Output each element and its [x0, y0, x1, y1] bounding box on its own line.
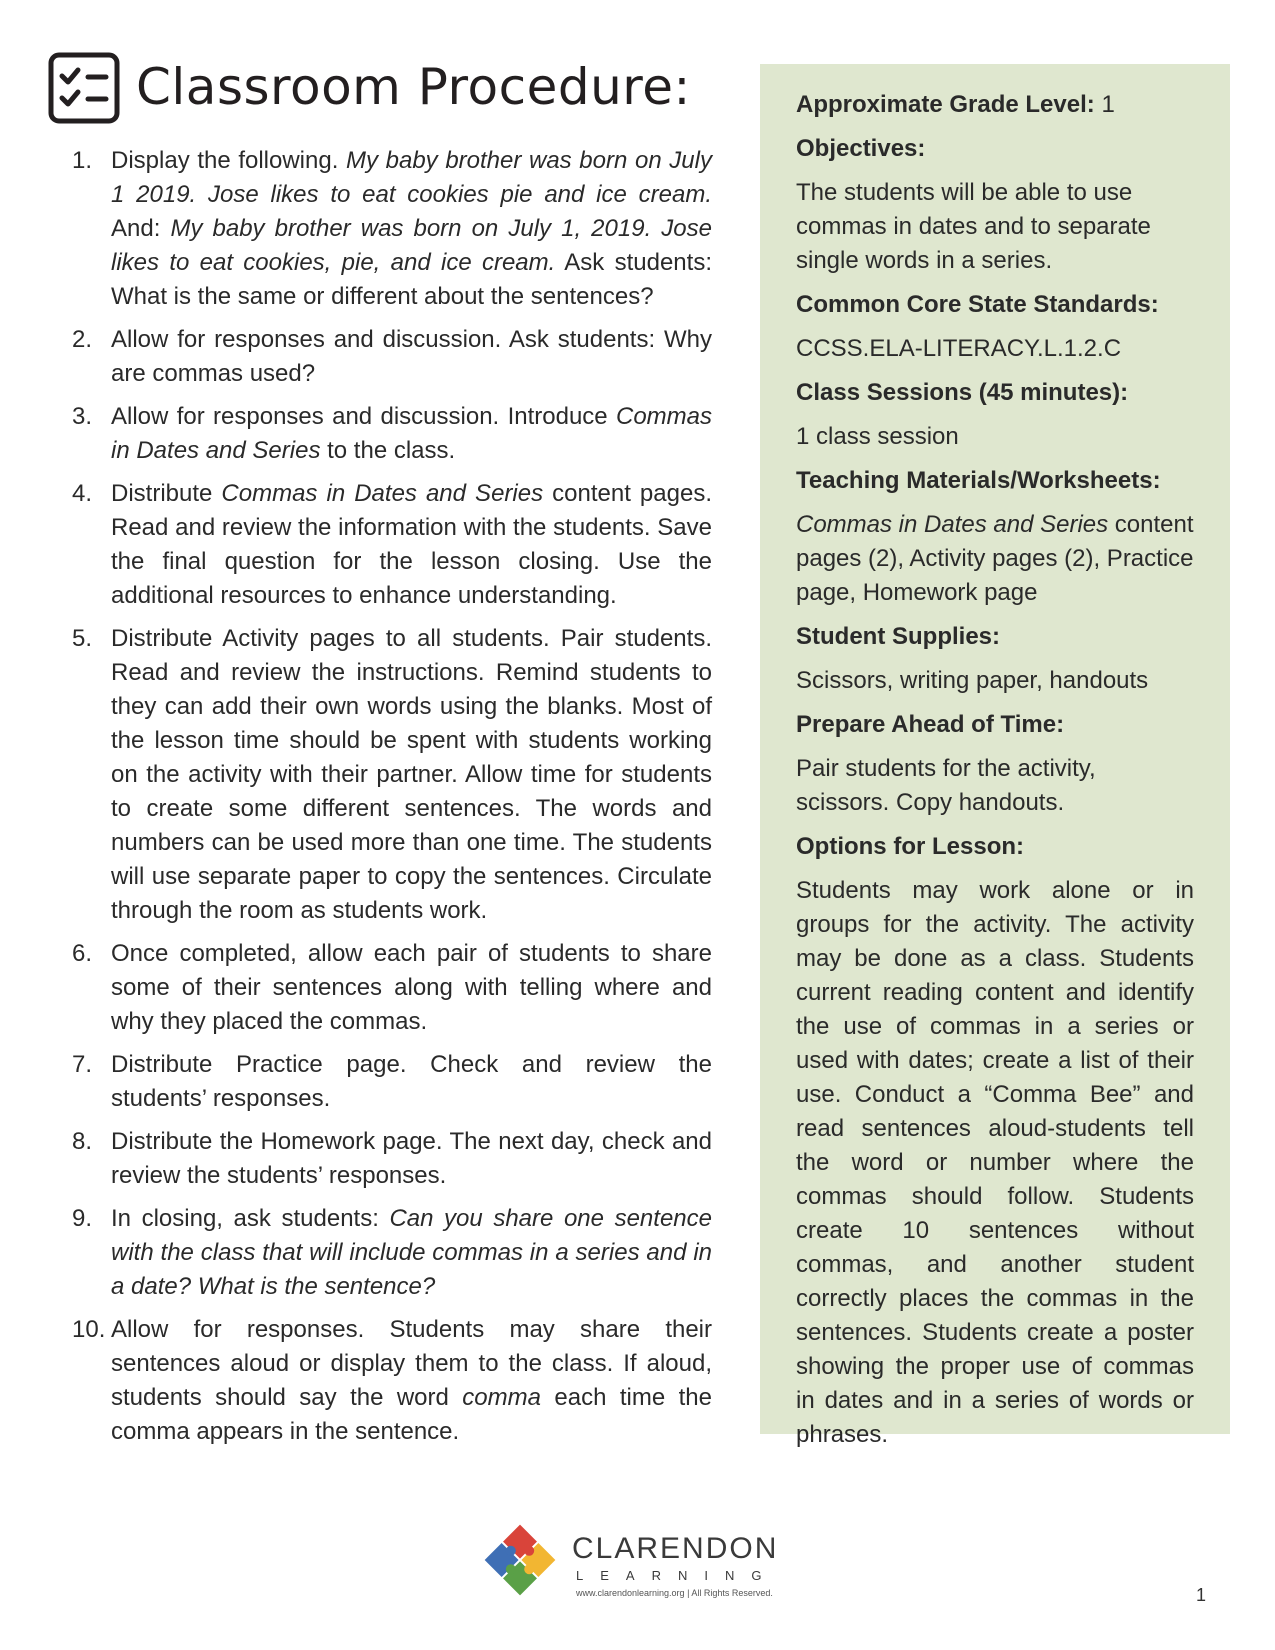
step-number: 5.	[72, 625, 93, 652]
step-number: 2.	[72, 326, 93, 353]
brand-name: CLARENDON	[572, 1532, 779, 1565]
materials-list: content pages (2), Activity pages (2), Practice page, Homework page	[796, 511, 1194, 606]
procedure-step	[72, 1125, 712, 1193]
step-text: Distribute	[111, 480, 222, 507]
step-number: 9.	[72, 1205, 93, 1232]
brand-subtitle: LEARNING	[576, 1568, 779, 1583]
grade-level-label: Approximate Grade Level:	[796, 91, 1095, 118]
step-text: Ask students: What is the same or different about the sentences?	[111, 249, 712, 310]
step-number: 6.	[72, 940, 93, 967]
step-text: Distribute the Homework page. The next day, check and review the students’ responses.	[111, 1128, 712, 1189]
step-text: Distribute Activity pages to all students. Pair students. Read and review the instructions. Remind students to they can add their own words using the blanks. Most of the lesson time should be spent with students working on the activity with their partner. Allow time for students to create some different sentences. The words and numbers can be used more than one time. The students will use separate paper to copy the sentences. Circulate through the room as students work.	[111, 625, 712, 924]
puzzle-logo-icon	[480, 1520, 560, 1600]
step-number: 10.	[72, 1316, 106, 1343]
standards-text: CCSS.ELA-LITERACY.L.1.2.C	[796, 335, 1122, 362]
footer-logo	[480, 1520, 800, 1600]
grade-level-value: 1	[1101, 91, 1115, 118]
lesson-info-sidebar	[760, 64, 1230, 1448]
step-number: 8.	[72, 1128, 93, 1155]
step-italic-text: comma	[462, 1384, 541, 1411]
supplies-label: Student Supplies:	[796, 623, 1000, 650]
step-text: Allow for responses and discussion. Ask students: Why are commas used?	[111, 326, 712, 387]
procedure-step	[72, 477, 712, 613]
step-italic-text: Can you share one sentence with the class that will include commas in a series and in a date? What is the sentence?	[111, 1205, 712, 1300]
title-row	[48, 52, 728, 132]
step-text: content pages. Read and review the information with the students. Save the final question for the lesson closing. Use the additional resources to enhance understanding.	[111, 480, 712, 609]
sessions-label: Class Sessions (45 minutes):	[796, 379, 1129, 406]
procedure-step	[72, 1313, 712, 1449]
page-number: 1	[1196, 1585, 1207, 1605]
step-number: 7.	[72, 1051, 93, 1078]
step-text: each time the comma appears in the sentence.	[111, 1384, 712, 1445]
supplies-text: Scissors, writing paper, handouts	[796, 667, 1149, 694]
procedure-step	[72, 323, 712, 391]
step-number: 1.	[72, 147, 93, 174]
materials-title: Commas in Dates and Series	[796, 511, 1109, 538]
sessions-text: 1 class session	[796, 423, 959, 450]
procedure-step	[72, 937, 712, 1039]
step-text: Allow for responses and discussion. Introduce	[111, 403, 616, 430]
step-text: And:	[111, 215, 171, 242]
step-italic-text: Commas in Dates and Series	[221, 480, 544, 507]
procedure-step	[72, 144, 712, 314]
options-text: Students may work alone or in groups for the activity. The activity may be done as a class. Students current reading content and identify the use of commas in a series or used with dates; create a list of their use. Conduct a “Comma Bee” and read sentences aloud-students tell the word or number where the commas should follow. Students create 10 sentences without commas, and another student correctly places the commas in the sentences. Students create a poster showing the proper use of commas in dates and in a series of words or phrases.	[796, 877, 1194, 1448]
grade-level-row	[796, 88, 1194, 122]
prepare-text: Pair students for the activity, scissors. Copy handouts.	[796, 755, 1096, 816]
objectives-text: The students will be able to use commas in dates and to separate single words in a series.	[796, 179, 1151, 274]
procedure-step	[72, 1048, 712, 1116]
step-text: Once completed, allow each pair of students to share some of their sentences along with telling where and why they placed the commas.	[111, 940, 712, 1035]
checklist-icon	[48, 52, 120, 124]
procedure-step	[72, 1202, 712, 1304]
step-number: 3.	[72, 403, 93, 430]
step-italic-text: My baby brother was born on July 1, 2019. Jose likes to eat cookies, pie, and ice cream.	[111, 215, 713, 276]
step-text: In closing, ask students:	[111, 1205, 390, 1232]
materials-text	[796, 508, 1194, 610]
step-text: Display the following.	[111, 147, 347, 174]
standards-label: Common Core State Standards:	[796, 291, 1159, 318]
step-text: Distribute Practice page. Check and review the students’ responses.	[111, 1051, 712, 1112]
options-label: Options for Lesson:	[796, 833, 1024, 860]
brand-url: www.clarendonlearning.org | All Rights Reserved.	[576, 1588, 773, 1598]
prepare-label: Prepare Ahead of Time:	[796, 711, 1065, 738]
step-italic-text: Commas in Dates and Series	[111, 403, 712, 464]
procedure-step	[72, 622, 712, 928]
procedure-steps	[72, 144, 712, 1458]
step-italic-text: My baby brother was born on July 1 2019. Jose likes to eat cookies pie and ice cream.	[111, 147, 712, 208]
step-number: 4.	[72, 480, 93, 507]
procedure-step	[72, 400, 712, 468]
step-text: to the class.	[320, 437, 456, 464]
step-text: Allow for responses. Students may share their sentences aloud or display them to the class. If aloud, students should say the word	[111, 1316, 712, 1411]
materials-label: Teaching Materials/Worksheets:	[796, 467, 1161, 494]
page-title: Classroom Procedure:	[136, 58, 691, 116]
objectives-label: Objectives:	[796, 135, 926, 162]
